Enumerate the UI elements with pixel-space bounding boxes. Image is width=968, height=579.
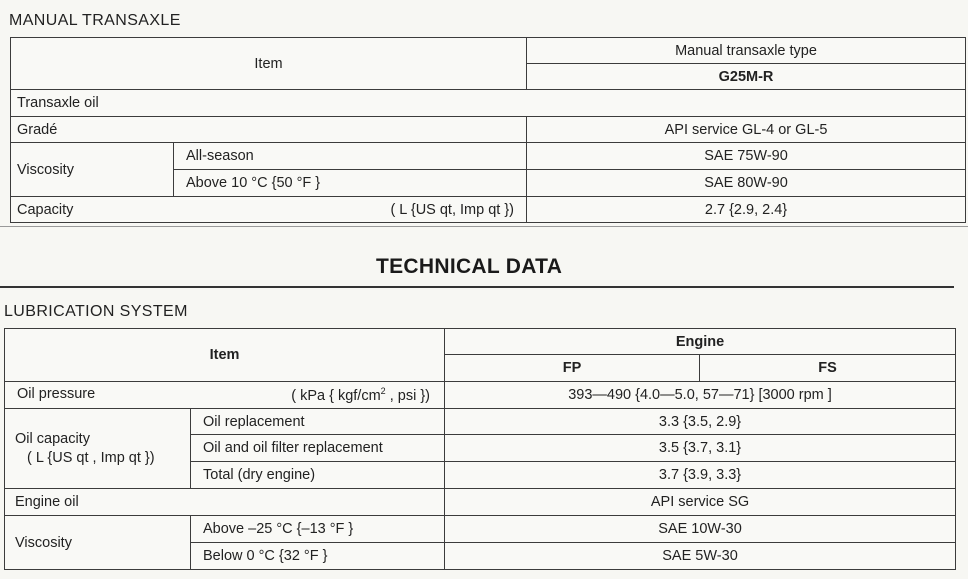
viscosity-label: Viscosity (11, 143, 174, 197)
above-minus25-label: Above –25 °C {–13 °F } (191, 516, 445, 543)
oil-pressure-label: Oil pressure (17, 386, 96, 403)
engine-header: Engine (445, 329, 956, 355)
title-rule (0, 286, 954, 288)
above-minus25-value: SAE 10W-30 (445, 516, 956, 543)
oil-pressure-unit: ( kPa { kgf/$cm^2$ , psi }) (291, 386, 431, 404)
item-header: Item (11, 38, 527, 90)
all-season-label: All-season (174, 143, 527, 170)
technical-data-title: TECHNICAL DATA (376, 255, 563, 278)
below-zero-value: SAE 5W-30 (445, 543, 956, 570)
transaxle-type-header: Manual transaxle type (527, 38, 966, 64)
transaxle-section-title: MANUAL TRANSAXLE (9, 12, 181, 29)
above-temp-label: Above 10 °C {50 °F } (174, 170, 527, 197)
capacity-value: 2.7 {2.9, 2.4} (527, 197, 966, 223)
lub-viscosity-label: Viscosity (5, 516, 191, 570)
above-temp-value: SAE 80W-90 (527, 170, 966, 197)
transaxle-spec-table (10, 37, 966, 223)
capacity-row-label (11, 197, 527, 223)
lub-item-header: Item (5, 329, 445, 382)
lubrication-spec-table (4, 328, 956, 570)
lubrication-section-title: LUBRICATION SYSTEM (4, 303, 188, 320)
oil-replacement-label: Oil replacement (191, 409, 445, 435)
transaxle-oil-label: Transaxle oil (11, 90, 966, 117)
total-dry-engine-label: Total (dry engine) (191, 462, 445, 489)
oil-capacity-unit: ( L {US qt , Imp qt }) (27, 449, 155, 466)
grade-value: API service GL-4 or GL-5 (527, 117, 966, 143)
oil-capacity-label-cell (5, 409, 191, 489)
total-dry-engine-value: 3.7 {3.9, 3.3} (445, 462, 956, 489)
oil-capacity-label: Oil capacity (15, 430, 90, 447)
oil-filter-replacement-label: Oil and oil filter replacement (191, 435, 445, 462)
oil-pressure-value: 393—490 {4.0—5.0, 57—71} [3000 rpm ] (445, 382, 956, 409)
engine-oil-value: API service SG (445, 489, 956, 516)
transaxle-model-header: G25M-R (527, 64, 966, 90)
capacity-label: Capacity (17, 201, 74, 218)
all-season-value: SAE 75W-90 (527, 143, 966, 170)
capacity-unit: ( L {US qt, Imp qt }) (390, 201, 515, 218)
oil-pressure-row-label (5, 382, 445, 409)
oil-replacement-value: 3.3 {3.5, 2.9} (445, 409, 956, 435)
grade-label: Gradé (11, 117, 527, 143)
fp-header: FP (445, 355, 700, 382)
oil-filter-replacement-value: 3.5 {3.7, 3.1} (445, 435, 956, 462)
fs-header: FS (700, 355, 956, 382)
section-divider (0, 226, 968, 227)
below-zero-label: Below 0 °C {32 °F } (191, 543, 445, 570)
engine-oil-label: Engine oil (5, 489, 445, 516)
